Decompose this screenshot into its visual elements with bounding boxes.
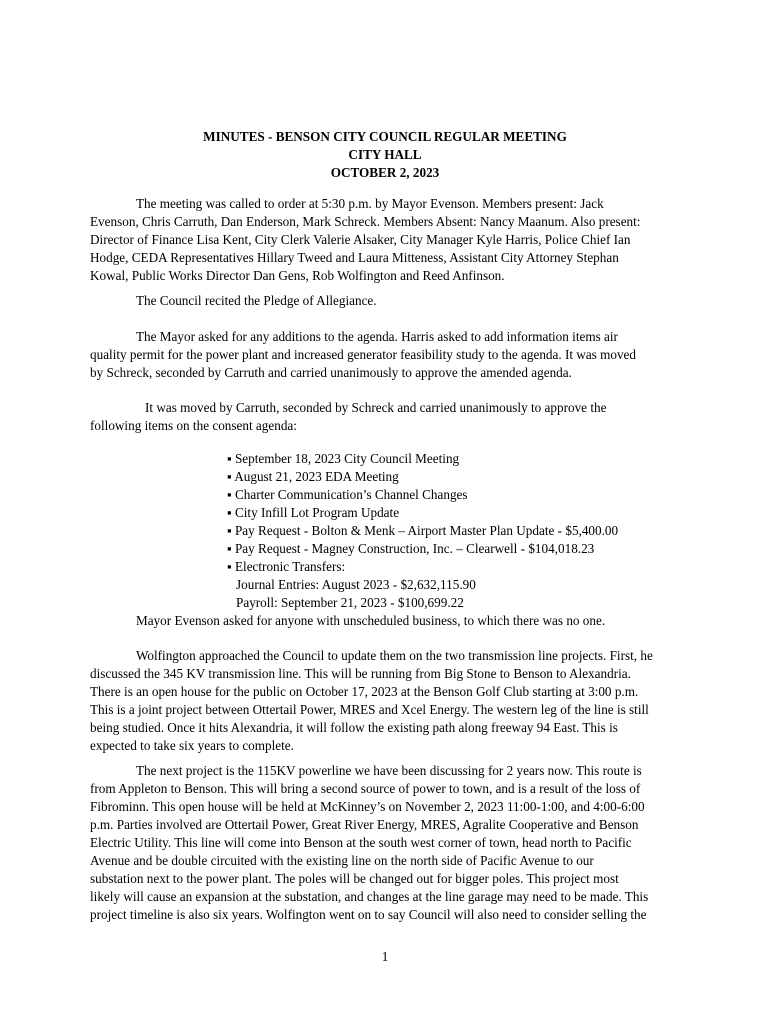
text-line: Avenue and be double circuited with the existing line on the north side of Pacific Avenue to our [90,853,594,868]
title-line-1: MINUTES - BENSON CITY COUNCIL REGULAR MEETING [203,129,567,144]
list-item: ▪ Charter Communication’s Channel Changes [227,487,468,502]
text-line: project timeline is also six years. Wolfington went on to say Council will also need to consider selling the [90,907,647,922]
list-subitem: Payroll: September 21, 2023 - $100,699.22 [236,595,464,610]
text-line: discussed the 345 KV transmission line. This will be running from Big Stone to Benson to Alexandria. [90,666,631,681]
list-item: ▪ August 21, 2023 EDA Meeting [227,469,399,484]
paragraph-transmission-update [90,647,690,755]
consent-agenda-list [227,450,687,612]
text-line: by Schreck, seconded by Carruth and carried unanimously to approve the amended agenda. [90,365,572,380]
text-line: expected to take six years to complete. [90,738,294,753]
paragraph-unscheduled-business [90,612,690,630]
text-line: There is an open house for the public on October 17, 2023 at the Benson Golf Club starting at 3:00 p.m. [90,684,639,699]
text-line: substation next to the power plant. The poles will be changed out for bigger poles. This project most [90,871,619,886]
list-item: ▪ Pay Request - Bolton & Menk – Airport Master Plan Update - $5,400.00 [227,523,619,538]
list-item: ▪ September 18, 2023 City Council Meeting [227,451,460,466]
text-line: Fibrominn. This open house will be held at McKinney’s on November 2, 2023 11:00-1:00, and 4:00-6:00 [90,799,645,814]
text-line: Kowal, Public Works Director Dan Gens, Rob Wolfington and Reed Anfinson. [90,268,505,283]
paragraph-pledge [90,292,690,310]
title-line-3: OCTOBER 2, 2023 [330,165,440,180]
text-line: from Appleton to Benson. This will bring a second source of power to town, and is a result of the loss of [90,781,641,796]
text-line: The Mayor asked for any additions to the agenda. Harris asked to add information items air [136,329,618,344]
list-subitem: Journal Entries: August 2023 - $2,632,115.90 [236,577,476,592]
list-item: ▪ Pay Request - Magney Construction, Inc. – Clearwell - $104,018.23 [227,541,595,556]
text-line: Wolfington approached the Council to update them on the two transmission line projects. First, he [136,648,653,663]
text-line: The meeting was called to order at 5:30 p.m. by Mayor Evenson. Members present: Jack [136,196,604,211]
text-line: Director of Finance Lisa Kent, City Clerk Valerie Alsaker, City Manager Kyle Harris, Police Chief Ian [90,232,631,247]
text-line: Evenson, Chris Carruth, Dan Enderson, Mark Schreck. Members Absent: Nancy Maanum. Also present: [90,214,641,229]
text-line: p.m. Parties involved are Ottertail Power, Great River Energy, MRES, Agralite Cooperative and Benson [90,817,639,832]
text-line: Hodge, CEDA Representatives Hillary Tweed and Laura Mitteness, Assistant City Attorney Stephan [90,250,619,265]
text-line: This is a joint project between Ottertail Power, MRES and Xcel Energy. The western leg of the line is still [90,702,649,717]
paragraph-115kv-project [90,762,690,924]
paragraph-agenda-additions [90,328,690,382]
text-line: Mayor Evenson asked for anyone with unscheduled business, to which there was no one. [136,613,606,628]
title-line-2: CITY HALL [348,147,422,162]
document-title [0,128,770,182]
text-line: being studied. Once it hits Alexandria, it will follow the existing path along freeway 94 East. This is [90,720,618,735]
text-line: likely will cause an expansion at the substation, and changes at the line garage may need to be made. This [90,889,649,904]
text-line: It was moved by Carruth, seconded by Schreck and carried unanimously to approve the [145,400,607,415]
text-line: The Council recited the Pledge of Allegiance. [136,293,377,308]
paragraph-consent-motion [90,399,690,435]
list-item: ▪ City Infill Lot Program Update [227,505,400,520]
text-line: The next project is the 115KV powerline we have been discussing for 2 years now. This route is [136,763,642,778]
text-line: Electric Utility. This line will come into Benson at the south west corner of town, head north to Pacific [90,835,632,850]
paragraph-call-to-order [90,195,690,285]
text-line: quality permit for the power plant and increased generator feasibility study to the agenda. It was moved [90,347,637,362]
page-number: 1 [381,949,389,964]
text-line: following items on the consent agenda: [90,418,297,433]
list-item: ▪ Electronic Transfers: [227,559,346,574]
